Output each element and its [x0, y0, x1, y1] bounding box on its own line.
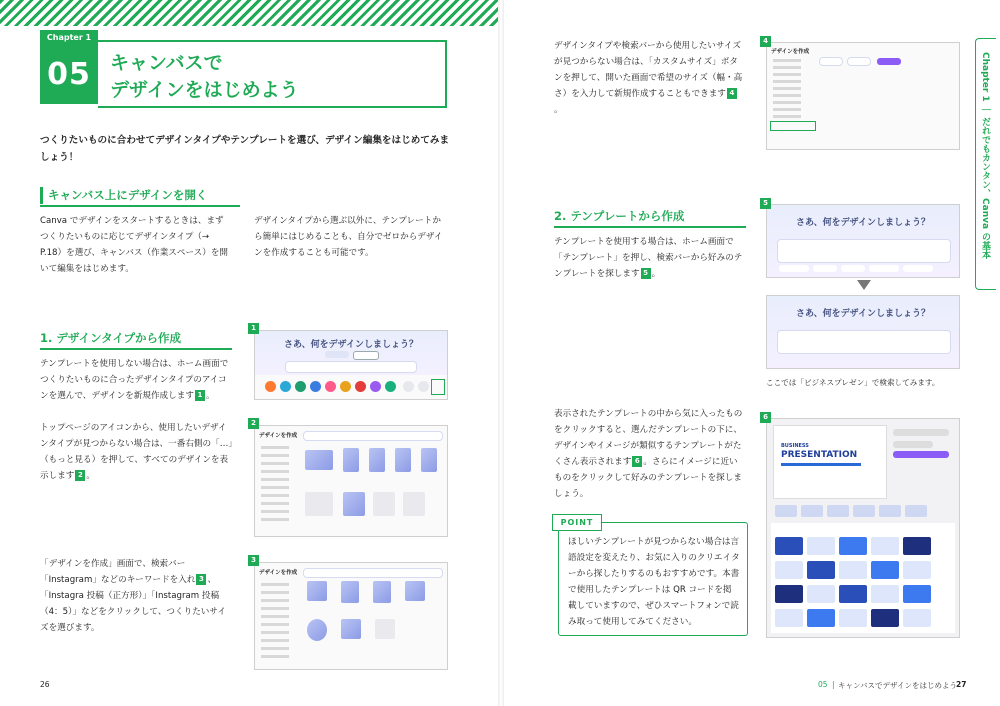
- section-heading-2: 2. テンプレートから作成: [554, 209, 685, 223]
- footer-section-number: 05: [818, 680, 828, 689]
- section-underline: [40, 205, 240, 207]
- section1-paragraph-3: 「デザインを作成」画面で、検索バー「Instagram」などのキーワードを入れ 3 、「Instagra 投稿（正方形）」「Instagram 投稿（4：5）」などをクリックして、つくりたいサイズを選びます。: [40, 559, 226, 633]
- point-text: ほしいテンプレートが見つからない場合は言語設定を変えたり、お気に入りのクリエイターから探したりするのもおすすめです。本書で使用したテンプレートは QR コードを掲載していますので、ぜひスマートフォンで読み取って使用してみてください。: [568, 537, 740, 627]
- open-col2-text: デザインタイプから選ぶ以外に、テンプレートから簡単にはじめることも、自分でゼロからデザインを作成することも可能です。: [254, 216, 443, 258]
- ref-badge: 4: [727, 88, 737, 99]
- screenshot-template-home: さあ、何をデザインしましょう？: [766, 204, 960, 278]
- page-gutter: [498, 0, 504, 706]
- page-title-line2: デザインをはじめよう: [110, 79, 299, 101]
- shot-number: 1: [248, 323, 259, 334]
- ref-badge: 6: [632, 456, 642, 467]
- slide-title-small: BUSINESS: [781, 443, 809, 449]
- ref-badge: 3: [196, 574, 206, 585]
- lead-text: つくりたいものに合わせてデザインタイプやテンプレートを選び、デザイン編集をはじめてみましょう！: [40, 135, 450, 163]
- side-tab-text: Chapter 1 ｜ だれでもカンタン、Canva の基本: [980, 52, 990, 260]
- arrow-down-icon: [857, 280, 871, 290]
- section2-underline: [554, 226, 746, 228]
- footer-title: キャンバスでデザインをはじめよう: [838, 681, 957, 690]
- section2-paragraph-2: 表示されたテンプレートの中から気に入ったものをクリックすると、選んだテンプレートの下に、デザインやイメージが類似するテンプレートがたくさん表示されます 6 。さらにイメージに近いものをクリックして好みのテンプレートを探しましょう。: [554, 409, 743, 499]
- search-bar[interactable]: [303, 431, 443, 441]
- ref-badge: 2: [75, 470, 85, 481]
- section1-paragraph-2: トップページのアイコンから、使用したいデザインタイプが見つからない場合は、一番右側の「…」（もっと見る）を押して、すべてのデザインを表示します 2 。: [40, 423, 233, 481]
- shot-number: 5: [760, 198, 771, 209]
- shot-number: 3: [248, 555, 259, 566]
- ref-badge: 1: [195, 390, 205, 401]
- section-heading-open: キャンバス上にデザインを開く: [48, 188, 208, 202]
- search-bar[interactable]: [777, 239, 951, 263]
- page-number-right: 27: [956, 680, 967, 689]
- custom-size-button[interactable]: [770, 121, 816, 131]
- shot-number: 2: [248, 418, 259, 429]
- hero-question: さあ、何をデザインしましょう？: [283, 340, 418, 350]
- section-marker: [40, 187, 43, 204]
- screenshot-custom-size: デザインを作成: [766, 42, 960, 150]
- page-number-left: 26: [40, 680, 50, 689]
- screenshot-search-instagram: デザインを作成: [254, 562, 448, 670]
- search-bar[interactable]: [285, 361, 417, 373]
- search-caption: ここでは「ビジネスプレゼン」で検索してみます。: [766, 378, 940, 387]
- section1-paragraph-1: テンプレートを使用しない場合は、ホーム画面でつくりたいものに合ったデザインタイプのアイコンを選んで、デザインを新規作成します 1 。: [40, 359, 229, 401]
- custom-size-paragraph: デザインタイプや検索バーから使用したいサイズが見つからない場合は、「カスタムサイズ」ボタンを押して、開いた画面で希望のサイズ（幅・高さ）を入力して新規作成することもできます 4。: [554, 41, 743, 115]
- chapter-tag: Chapter 1: [40, 30, 98, 46]
- ref-badge: 5: [641, 268, 651, 279]
- section2-paragraph-1: テンプレートを使用する場合は、ホーム画面で「テンプレート」を押し、検索バーから好みのテンプレートを探します 5 。: [554, 237, 743, 279]
- screenshot-home: [254, 330, 448, 400]
- page-title-line1: キャンバスで: [110, 52, 223, 74]
- chapter-number: 05: [40, 46, 98, 104]
- header-stripe: [0, 0, 498, 26]
- section-heading-1: 1. デザインタイプから作成: [40, 331, 182, 345]
- search-bar[interactable]: [303, 568, 443, 578]
- point-tag: POINT: [552, 514, 602, 531]
- open-col1-text: Canva でデザインをスタートするときは、まずつくりたいものに応じてデザインタイプ（→ P.18）を選び、キャンバス（作業スペース）を開いて編集をはじめます。: [40, 216, 229, 274]
- screenshot-template-results: [766, 418, 960, 638]
- more-icon[interactable]: [431, 379, 445, 395]
- section1-underline: [40, 348, 232, 350]
- screenshot-create-design: デザインを作成: [254, 425, 448, 537]
- shot-number: 6: [760, 412, 771, 423]
- slide-title: PRESENTATION: [781, 450, 858, 460]
- screenshot-template-search: さあ、何をデザインしましょう？: [766, 295, 960, 369]
- shot-number: 4: [760, 36, 771, 47]
- search-bar[interactable]: [777, 330, 951, 354]
